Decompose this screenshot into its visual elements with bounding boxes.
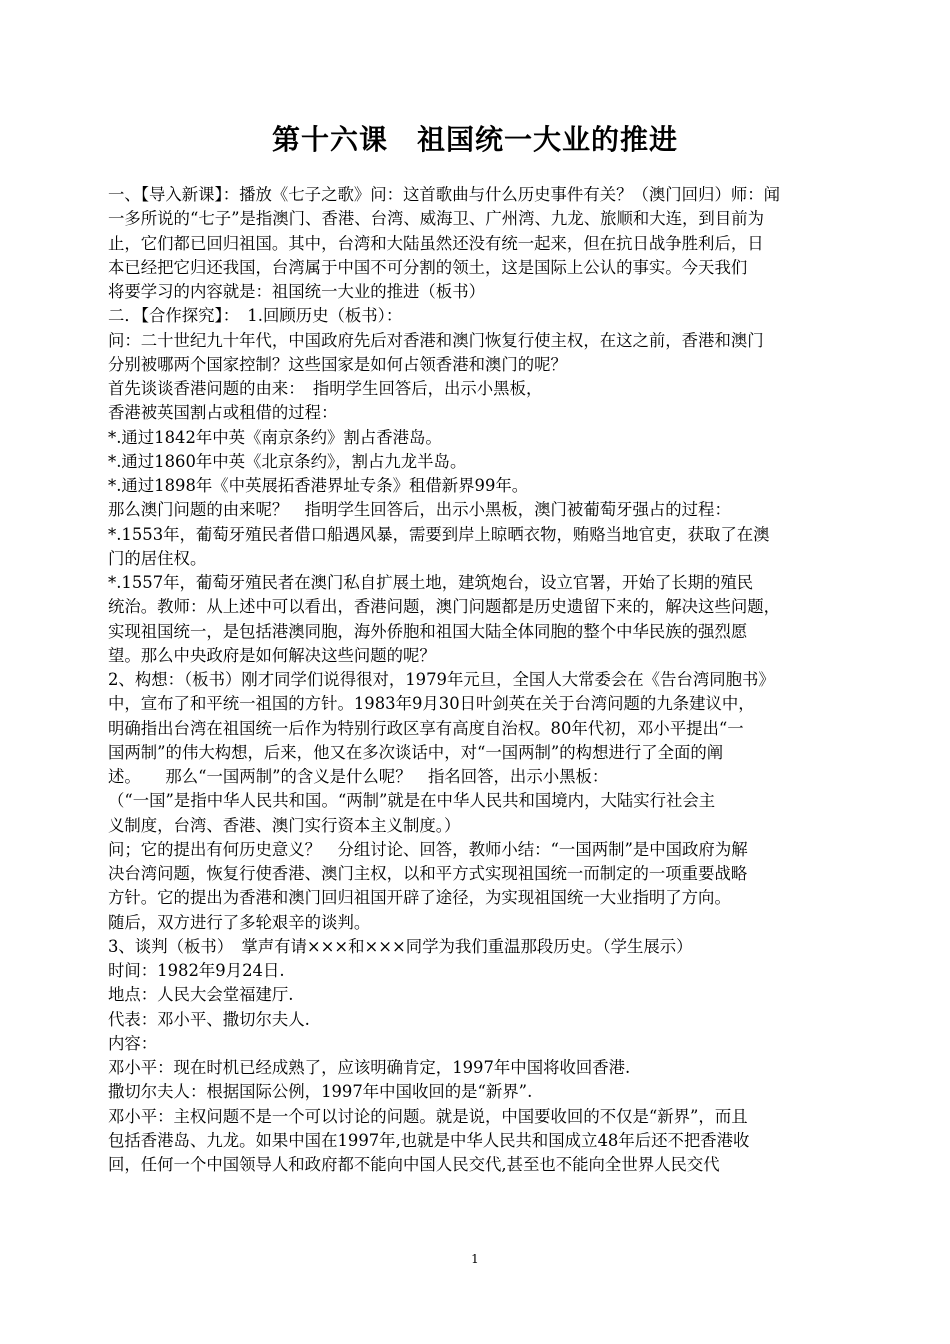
text-line: 2、构想：（板书）刚才同学们说得很对，1979年元旦，全国人大常委会在《告台湾同胞书》 — [108, 670, 775, 689]
text-line: 地点：人民大会堂福建厅. — [108, 985, 294, 1005]
text-line: *.通过1860年中英《北京条约》，割占九龙半岛。 — [108, 451, 467, 471]
text-line: 统治。教师：从上述中可以看出，香港问题，澳门问题都是历史遗留下来的，解决这些问题， — [108, 597, 781, 617]
text-line: （“一国”是指中华人民共和国。“两制”就是在中华人民共和国境内，大陆实行社会主 — [108, 791, 716, 811]
text-line: 述。 那么“一国两制”的含义是什么呢？ 指名回答，出示小黑板： — [108, 767, 609, 786]
text-line: 方针。它的提出为香港和澳门回归祖国开辟了途径，为实现祖国统一大业指明了方向。 — [108, 888, 731, 908]
text-line: 二．【合作探究】： 1.回顾历史（板书）： — [108, 306, 403, 326]
text-line: 止，它们都已回归祖国。其中，台湾和大陆虽然还没有统一起来，但在抗日战争胜利后，日 — [108, 233, 764, 253]
text-line: 包括香港岛、九龙。如果中国在1997年,也就是中华人民共和国成立48年后还不把香港收 — [108, 1130, 750, 1150]
text-line: 明确指出台湾在祖国统一后作为特别行政区享有高度自治权。80年代初，邓小平提出“一 — [108, 718, 744, 738]
text-line: 3、谈判（板书） 掌声有请×××和×××同学为我们重温那段历史。（学生展示） — [108, 936, 693, 956]
text-line: 义制度，台湾、香港、澳门实行资本主义制度。） — [108, 815, 461, 835]
text-line: 随后，双方进行了多轮艰辛的谈判。 — [108, 912, 371, 932]
page-title: 第十六课 祖国统一大业的推进 — [271, 123, 678, 156]
text-line: 内容： — [108, 1033, 158, 1053]
text-line: 邓小平：主权问题不是一个可以讨论的问题。就是说，中国要收回的不仅是“新界”，而且 — [108, 1106, 748, 1126]
text-line: 望。那么中央政府是如何解决这些问题的呢？ — [108, 645, 436, 665]
text-line: *.通过1842年中英《南京条约》割占香港岛。 — [108, 427, 442, 447]
text-line: 撒切尔夫人：根据国际公例，1997年中国收回的是“新界”. — [108, 1082, 533, 1102]
text-line: 决台湾问题，恢复行使香港、澳门主权，以和平方式实现祖国统一而制定的一项重要战略 — [108, 864, 748, 883]
text-line: 中，宣布了和平统一祖国的方针。1983年9月30日叶剑英在关于台湾问题的九条建议中， — [108, 694, 755, 714]
text-line: 那么澳门问题的由来呢？ 指明学生回答后，出示小黑板，澳门被葡萄牙强占的过程： — [108, 500, 731, 520]
text-line: 一、【导入新课】：播放《七子之歌》问：这首歌曲与什么历史事件有关？（澳门回归）师：闻 — [108, 185, 781, 204]
text-line: 香港被英国割占或租借的过程： — [108, 403, 338, 423]
text-line: 本已经把它归还我国，台湾属于中国不可分割的领土，这是国际上公认的事实。今天我们 — [108, 257, 748, 277]
text-line: 分别被哪两个国家控制？这些国家是如何占领香港和澳门的呢？ — [108, 354, 567, 374]
text-line: 实现祖国统一，是包括港澳同胞，海外侨胞和祖国大陆全体同胞的整个中华民族的强烈愿 — [108, 621, 748, 641]
text-line: 回，任何一个中国领导人和政府都不能向中国人民交代,甚至也不能向全世界人民交代 — [108, 1155, 720, 1174]
text-line: *.1553年，葡萄牙殖民者借口船遇风暴，需要到岸上晾晒衣物，贿赂当地官吏，获取了在澳 — [108, 524, 770, 544]
text-line: 国两制”的伟大构想，后来，他又在多次谈话中，对“一国两制”的构想进行了全面的阐 — [108, 742, 724, 762]
text-line: 代表：邓小平、撒切尔夫人. — [108, 1009, 310, 1029]
text-line: 门的居住权。 — [108, 548, 207, 568]
text-line: *.通过1898年《中英展拓香港界址专条》租借新界99年。 — [108, 476, 529, 495]
page-number: 1 — [471, 1252, 479, 1266]
text-line: 问；它的提出有何历史意义？ 分组讨论、回答，教师小结：“一国两制”是中国政府为解 — [108, 839, 748, 859]
text-line: 问：二十世纪九十年代，中国政府先后对香港和澳门恢复行使主权，在这之前，香港和澳门 — [108, 330, 764, 350]
text-line: 首先谈谈香港问题的由来： 指明学生回答后，出示小黑板， — [108, 379, 543, 398]
document-body — [108, 183, 846, 1177]
text-line: *.1557年，葡萄牙殖民者在澳门私自扩展土地，建筑炮台，设立官署，开始了长期的殖民 — [108, 573, 754, 592]
text-line: 时间：1982年9月24日. — [108, 961, 285, 980]
text-line: 一多所说的“七子”是指澳门、香港、台湾、威海卫、广州湾、九龙、旅顺和大连，到目前为 — [108, 209, 764, 229]
text-line: 邓小平：现在时机已经成熟了，应该明确肯定，1997年中国将收回香港. — [108, 1058, 631, 1077]
text-line: 将要学习的内容就是：祖国统一大业的推进（板书） — [108, 282, 485, 301]
